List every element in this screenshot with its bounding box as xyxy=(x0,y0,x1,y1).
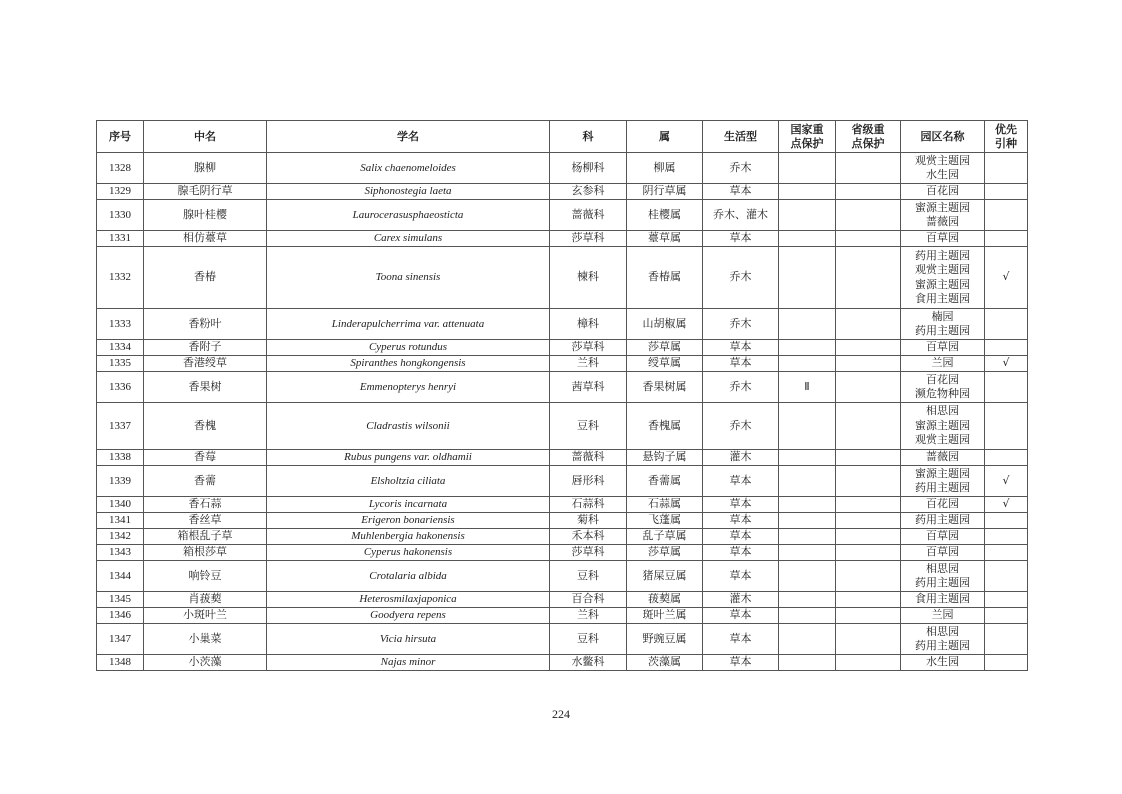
cell-national-protection xyxy=(779,561,836,592)
zone-name: 水生园 xyxy=(926,168,959,181)
cell-family: 茜草科 xyxy=(550,372,627,403)
cell-priority: √ xyxy=(985,466,1028,497)
cell-genus: 石蒜属 xyxy=(627,497,703,513)
cell-national-protection xyxy=(779,403,836,450)
cell-family: 莎草科 xyxy=(550,231,627,247)
cell-genus: 香果树属 xyxy=(627,372,703,403)
cell-genus: 香椿属 xyxy=(627,247,703,309)
cell-life-form: 草本 xyxy=(703,608,779,624)
cell-priority xyxy=(985,450,1028,466)
table-row xyxy=(97,529,1028,545)
zone-name: 蔷薇园 xyxy=(926,215,959,228)
cell-life-form: 乔木 xyxy=(703,372,779,403)
table-row xyxy=(97,624,1028,655)
table-row xyxy=(97,608,1028,624)
cell-chinese-name: 香椿 xyxy=(144,247,267,309)
cell-provincial-protection xyxy=(836,561,901,592)
cell-scientific-name: Linderapulcherrima var. attenuata xyxy=(267,309,550,340)
zone-name: 食用主题园 xyxy=(915,292,970,305)
cell-chinese-name: 腺叶桂樱 xyxy=(144,200,267,231)
cell-zone-name xyxy=(901,340,985,356)
cell-genus: 香薷属 xyxy=(627,466,703,497)
cell-chinese-name: 小斑叶兰 xyxy=(144,608,267,624)
cell-provincial-protection xyxy=(836,624,901,655)
cell-chinese-name: 香莓 xyxy=(144,450,267,466)
cell-genus: 乱子草属 xyxy=(627,529,703,545)
table-row xyxy=(97,466,1028,497)
cell-zone-name xyxy=(901,200,985,231)
header-provincial-protection: 省级重点保护 xyxy=(836,121,901,153)
cell-priority xyxy=(985,655,1028,671)
cell-life-form: 草本 xyxy=(703,561,779,592)
cell-genus: 飞蓬属 xyxy=(627,513,703,529)
cell-scientific-name: Muhlenbergia hakonensis xyxy=(267,529,550,545)
cell-provincial-protection xyxy=(836,356,901,372)
plant-table xyxy=(96,120,1028,671)
cell-life-form: 乔木 xyxy=(703,247,779,309)
cell-national-protection xyxy=(779,340,836,356)
cell-provincial-protection xyxy=(836,340,901,356)
cell-scientific-name: Spiranthes hongkongensis xyxy=(267,356,550,372)
cell-zone-name xyxy=(901,466,985,497)
cell-provincial-protection xyxy=(836,231,901,247)
cell-chinese-name: 箱根乱子草 xyxy=(144,529,267,545)
cell-genus: 桂樱属 xyxy=(627,200,703,231)
cell-zone-name xyxy=(901,247,985,309)
cell-family: 兰科 xyxy=(550,608,627,624)
table-header-row xyxy=(97,121,1028,153)
cell-zone-name xyxy=(901,231,985,247)
cell-family: 豆科 xyxy=(550,403,627,450)
cell-national-protection xyxy=(779,624,836,655)
zone-name: 蜜源主题园 xyxy=(915,466,970,480)
cell-life-form: 草本 xyxy=(703,513,779,529)
cell-chinese-name: 箱根莎草 xyxy=(144,545,267,561)
zone-name: 百草园 xyxy=(926,529,959,543)
header-life-form: 生活型 xyxy=(703,121,779,153)
cell-priority xyxy=(985,592,1028,608)
table-row xyxy=(97,356,1028,372)
cell-life-form: 草本 xyxy=(703,466,779,497)
cell-zone-name xyxy=(901,561,985,592)
cell-genus: 香槐属 xyxy=(627,403,703,450)
cell-serial: 1348 xyxy=(97,655,144,671)
header-serial: 序号 xyxy=(97,121,144,153)
cell-scientific-name: Salix chaenomeloides xyxy=(267,153,550,184)
cell-priority xyxy=(985,624,1028,655)
header-priority: 优先引种 xyxy=(985,121,1028,153)
cell-genus: 野豌豆属 xyxy=(627,624,703,655)
zone-name: 兰园 xyxy=(931,356,954,370)
cell-family: 蔷薇科 xyxy=(550,450,627,466)
zone-name: 百花园 xyxy=(926,372,959,386)
cell-national-protection xyxy=(779,497,836,513)
zone-name: 百花园 xyxy=(926,184,959,198)
cell-genus: 菝葜属 xyxy=(627,592,703,608)
cell-zone-name xyxy=(901,450,985,466)
header-chinese-name: 中名 xyxy=(144,121,267,153)
cell-serial: 1345 xyxy=(97,592,144,608)
cell-zone-name xyxy=(901,592,985,608)
cell-provincial-protection xyxy=(836,529,901,545)
cell-scientific-name: Siphonostegia laeta xyxy=(267,184,550,200)
cell-serial: 1340 xyxy=(97,497,144,513)
cell-priority xyxy=(985,231,1028,247)
cell-genus: 悬钩子属 xyxy=(627,450,703,466)
cell-scientific-name: Erigeron bonariensis xyxy=(267,513,550,529)
cell-serial: 1332 xyxy=(97,247,144,309)
cell-priority: √ xyxy=(985,356,1028,372)
zone-name: 百草园 xyxy=(926,545,959,559)
cell-family: 莎草科 xyxy=(550,545,627,561)
cell-national-protection xyxy=(779,153,836,184)
table-row xyxy=(97,513,1028,529)
cell-zone-name xyxy=(901,513,985,529)
page-number: 224 xyxy=(552,707,570,721)
header-genus: 属 xyxy=(627,121,703,153)
zone-name: 药用主题园 xyxy=(915,324,970,337)
cell-priority xyxy=(985,340,1028,356)
cell-chinese-name: 香丝草 xyxy=(144,513,267,529)
cell-priority xyxy=(985,529,1028,545)
cell-national-protection xyxy=(779,309,836,340)
cell-genus: 绶草属 xyxy=(627,356,703,372)
zone-name: 药用主题园 xyxy=(915,576,970,589)
cell-scientific-name: Cyperus rotundus xyxy=(267,340,550,356)
cell-life-form: 草本 xyxy=(703,545,779,561)
table-row xyxy=(97,403,1028,450)
cell-chinese-name: 小巢菜 xyxy=(144,624,267,655)
table-row xyxy=(97,184,1028,200)
cell-family: 楝科 xyxy=(550,247,627,309)
table-row xyxy=(97,153,1028,184)
cell-life-form: 灌木 xyxy=(703,450,779,466)
cell-zone-name xyxy=(901,545,985,561)
cell-provincial-protection xyxy=(836,403,901,450)
cell-family: 兰科 xyxy=(550,356,627,372)
cell-scientific-name: Emmenopterys henryi xyxy=(267,372,550,403)
cell-zone-name xyxy=(901,497,985,513)
zone-name: 观赏主题园 xyxy=(915,433,970,447)
cell-life-form: 草本 xyxy=(703,655,779,671)
cell-zone-name xyxy=(901,309,985,340)
cell-genus: 斑叶兰属 xyxy=(627,608,703,624)
cell-provincial-protection xyxy=(836,608,901,624)
cell-scientific-name: Carex simulans xyxy=(267,231,550,247)
cell-genus: 山胡椒属 xyxy=(627,309,703,340)
cell-genus: 茨藻属 xyxy=(627,655,703,671)
zone-name: 食用主题园 xyxy=(915,592,970,606)
cell-priority xyxy=(985,513,1028,529)
cell-genus: 柳属 xyxy=(627,153,703,184)
cell-life-form: 草本 xyxy=(703,624,779,655)
cell-national-protection xyxy=(779,450,836,466)
table-row xyxy=(97,655,1028,671)
cell-life-form: 草本 xyxy=(703,529,779,545)
table-row xyxy=(97,200,1028,231)
cell-scientific-name: Najas minor xyxy=(267,655,550,671)
cell-chinese-name: 响铃豆 xyxy=(144,561,267,592)
cell-genus: 莎草属 xyxy=(627,340,703,356)
zone-name: 百草园 xyxy=(926,231,959,245)
cell-priority xyxy=(985,309,1028,340)
cell-family: 石蒜科 xyxy=(550,497,627,513)
cell-family: 莎草科 xyxy=(550,340,627,356)
cell-family: 蔷薇科 xyxy=(550,200,627,231)
cell-national-protection xyxy=(779,231,836,247)
table-body xyxy=(97,153,1028,671)
zone-name: 水生园 xyxy=(926,655,959,669)
zone-name: 百草园 xyxy=(926,340,959,354)
cell-national-protection xyxy=(779,200,836,231)
cell-priority xyxy=(985,561,1028,592)
cell-priority: √ xyxy=(985,497,1028,513)
cell-zone-name xyxy=(901,372,985,403)
cell-family: 禾本科 xyxy=(550,529,627,545)
cell-serial: 1341 xyxy=(97,513,144,529)
cell-chinese-name: 腺柳 xyxy=(144,153,267,184)
cell-national-protection xyxy=(779,247,836,309)
cell-life-form: 草本 xyxy=(703,231,779,247)
cell-serial: 1344 xyxy=(97,561,144,592)
cell-national-protection xyxy=(779,655,836,671)
cell-genus: 阴行草属 xyxy=(627,184,703,200)
zone-name: 药用主题园 xyxy=(915,481,970,494)
cell-priority xyxy=(985,184,1028,200)
table-row xyxy=(97,309,1028,340)
zone-name: 药用主题园 xyxy=(915,639,970,652)
cell-serial: 1343 xyxy=(97,545,144,561)
cell-family: 水鳖科 xyxy=(550,655,627,671)
cell-chinese-name: 香果树 xyxy=(144,372,267,403)
cell-priority xyxy=(985,200,1028,231)
cell-national-protection xyxy=(779,592,836,608)
cell-scientific-name: Rubus pungens var. oldhamii xyxy=(267,450,550,466)
table-row xyxy=(97,561,1028,592)
cell-chinese-name: 香附子 xyxy=(144,340,267,356)
header-national-protection: 国家重点保护 xyxy=(779,121,836,153)
cell-chinese-name: 香港绶草 xyxy=(144,356,267,372)
cell-scientific-name: Heterosmilaxjaponica xyxy=(267,592,550,608)
cell-serial: 1330 xyxy=(97,200,144,231)
cell-serial: 1342 xyxy=(97,529,144,545)
table-row xyxy=(97,450,1028,466)
zone-name: 濒危物种园 xyxy=(915,387,970,400)
zone-name: 蜜源主题园 xyxy=(915,418,970,432)
cell-priority xyxy=(985,403,1028,450)
zone-name: 观赏主题园 xyxy=(915,263,970,276)
cell-serial: 1338 xyxy=(97,450,144,466)
cell-priority xyxy=(985,608,1028,624)
cell-provincial-protection xyxy=(836,450,901,466)
cell-chinese-name: 香槐 xyxy=(144,403,267,450)
cell-zone-name xyxy=(901,153,985,184)
cell-zone-name xyxy=(901,655,985,671)
zone-name: 蜜源主题园 xyxy=(915,200,970,214)
cell-chinese-name: 小茨藻 xyxy=(144,655,267,671)
cell-scientific-name: Elsholtzia ciliata xyxy=(267,466,550,497)
zone-name: 蜜源主题园 xyxy=(915,277,970,291)
zone-name: 蔷薇园 xyxy=(926,450,959,464)
cell-serial: 1336 xyxy=(97,372,144,403)
cell-priority xyxy=(985,545,1028,561)
zone-name: 药用主题园 xyxy=(915,513,970,527)
cell-national-protection: Ⅱ xyxy=(779,372,836,403)
header-scientific-name: 学名 xyxy=(267,121,550,153)
cell-provincial-protection xyxy=(836,513,901,529)
cell-scientific-name: Crotalaria albida xyxy=(267,561,550,592)
cell-life-form: 乔木 xyxy=(703,403,779,450)
cell-provincial-protection xyxy=(836,545,901,561)
header-family: 科 xyxy=(550,121,627,153)
cell-priority: √ xyxy=(985,247,1028,309)
cell-life-form: 草本 xyxy=(703,497,779,513)
cell-scientific-name: Vicia hirsuta xyxy=(267,624,550,655)
cell-serial: 1333 xyxy=(97,309,144,340)
cell-family: 唇形科 xyxy=(550,466,627,497)
cell-family: 菊科 xyxy=(550,513,627,529)
cell-life-form: 乔木 xyxy=(703,309,779,340)
table-row xyxy=(97,497,1028,513)
cell-chinese-name: 肖菝葜 xyxy=(144,592,267,608)
cell-priority xyxy=(985,153,1028,184)
cell-national-protection xyxy=(779,529,836,545)
cell-scientific-name: Toona sinensis xyxy=(267,247,550,309)
cell-provincial-protection xyxy=(836,247,901,309)
zone-name: 百花园 xyxy=(926,497,959,511)
cell-serial: 1337 xyxy=(97,403,144,450)
cell-zone-name xyxy=(901,356,985,372)
cell-genus: 莎草属 xyxy=(627,545,703,561)
cell-national-protection xyxy=(779,545,836,561)
cell-national-protection xyxy=(779,513,836,529)
cell-chinese-name: 香薷 xyxy=(144,466,267,497)
cell-provincial-protection xyxy=(836,592,901,608)
cell-zone-name xyxy=(901,624,985,655)
zone-name: 相思园 xyxy=(926,561,959,575)
table-row xyxy=(97,545,1028,561)
cell-chinese-name: 相仿薹草 xyxy=(144,231,267,247)
cell-provincial-protection xyxy=(836,200,901,231)
cell-serial: 1331 xyxy=(97,231,144,247)
cell-provincial-protection xyxy=(836,497,901,513)
cell-scientific-name: Lycoris incarnata xyxy=(267,497,550,513)
zone-name: 相思园 xyxy=(926,624,959,638)
cell-serial: 1347 xyxy=(97,624,144,655)
table-row xyxy=(97,340,1028,356)
cell-serial: 1328 xyxy=(97,153,144,184)
cell-serial: 1329 xyxy=(97,184,144,200)
cell-national-protection xyxy=(779,184,836,200)
cell-provincial-protection xyxy=(836,466,901,497)
zone-name: 兰园 xyxy=(931,608,954,622)
cell-family: 樟科 xyxy=(550,309,627,340)
cell-family: 玄参科 xyxy=(550,184,627,200)
cell-national-protection xyxy=(779,466,836,497)
table-row xyxy=(97,592,1028,608)
header-zone-name: 园区名称 xyxy=(901,121,985,153)
zone-name: 药用主题园 xyxy=(915,248,970,262)
cell-life-form: 乔木 xyxy=(703,153,779,184)
cell-zone-name xyxy=(901,403,985,450)
cell-provincial-protection xyxy=(836,655,901,671)
cell-scientific-name: Cladrastis wilsonii xyxy=(267,403,550,450)
cell-chinese-name: 香石蒜 xyxy=(144,497,267,513)
cell-life-form: 草本 xyxy=(703,356,779,372)
cell-genus: 薹草属 xyxy=(627,231,703,247)
table-row xyxy=(97,372,1028,403)
cell-priority xyxy=(985,372,1028,403)
cell-life-form: 草本 xyxy=(703,184,779,200)
cell-zone-name xyxy=(901,529,985,545)
cell-family: 杨柳科 xyxy=(550,153,627,184)
cell-family: 豆科 xyxy=(550,561,627,592)
table-row xyxy=(97,247,1028,309)
cell-scientific-name: Laurocerasusphaeosticta xyxy=(267,200,550,231)
table-row xyxy=(97,231,1028,247)
cell-national-protection xyxy=(779,608,836,624)
cell-national-protection xyxy=(779,356,836,372)
cell-scientific-name: Cyperus hakonensis xyxy=(267,545,550,561)
cell-provincial-protection xyxy=(836,372,901,403)
cell-provincial-protection xyxy=(836,309,901,340)
cell-serial: 1335 xyxy=(97,356,144,372)
cell-provincial-protection xyxy=(836,153,901,184)
cell-life-form: 灌木 xyxy=(703,592,779,608)
cell-life-form: 乔木、灌木 xyxy=(703,200,779,231)
cell-genus: 猪屎豆属 xyxy=(627,561,703,592)
cell-serial: 1334 xyxy=(97,340,144,356)
cell-family: 百合科 xyxy=(550,592,627,608)
cell-chinese-name: 腺毛阴行草 xyxy=(144,184,267,200)
cell-family: 豆科 xyxy=(550,624,627,655)
cell-chinese-name: 香粉叶 xyxy=(144,309,267,340)
zone-name: 楠园 xyxy=(931,309,954,323)
cell-zone-name xyxy=(901,608,985,624)
cell-serial: 1346 xyxy=(97,608,144,624)
cell-serial: 1339 xyxy=(97,466,144,497)
cell-scientific-name: Goodyera repens xyxy=(267,608,550,624)
zone-name: 相思园 xyxy=(926,404,959,418)
zone-name: 观赏主题园 xyxy=(915,153,970,167)
cell-zone-name xyxy=(901,184,985,200)
cell-life-form: 草本 xyxy=(703,340,779,356)
cell-provincial-protection xyxy=(836,184,901,200)
